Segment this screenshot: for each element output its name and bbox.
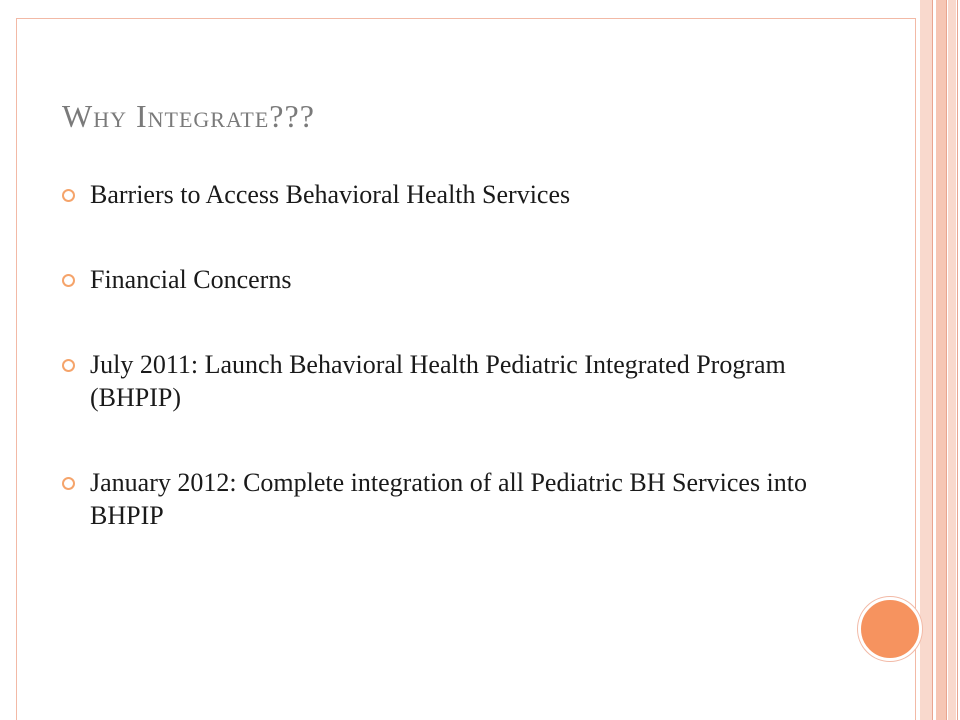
bullet-item bbox=[62, 348, 842, 414]
side-band-decoration bbox=[920, 0, 932, 720]
bullet-text: July 2011: Launch Behavioral Health Pediatric Integrated Program (BHPIP) bbox=[90, 350, 786, 412]
bullet-text: Financial Concerns bbox=[90, 265, 292, 294]
bullet-item bbox=[62, 466, 842, 532]
side-band-decoration bbox=[936, 0, 946, 720]
side-band-decoration bbox=[948, 0, 956, 720]
orange-circle-icon bbox=[858, 597, 922, 661]
bullet-list bbox=[62, 178, 842, 532]
bullet-circle-icon bbox=[62, 359, 75, 372]
slide-title: Why Integrate??? bbox=[62, 98, 315, 134]
bullet-circle-icon bbox=[62, 189, 75, 202]
bullet-item bbox=[62, 263, 842, 296]
bullet-text: Barriers to Access Behavioral Health Services bbox=[90, 180, 571, 209]
bullet-item bbox=[62, 178, 842, 211]
bullet-circle-icon bbox=[62, 477, 75, 490]
side-line-decoration bbox=[957, 0, 958, 720]
bullet-text: January 2012: Complete integration of all Pediatric BH Services into BHPIP bbox=[90, 468, 808, 530]
side-line-decoration bbox=[946, 0, 947, 720]
side-line-decoration bbox=[932, 0, 933, 720]
bullet-circle-icon bbox=[62, 274, 75, 287]
